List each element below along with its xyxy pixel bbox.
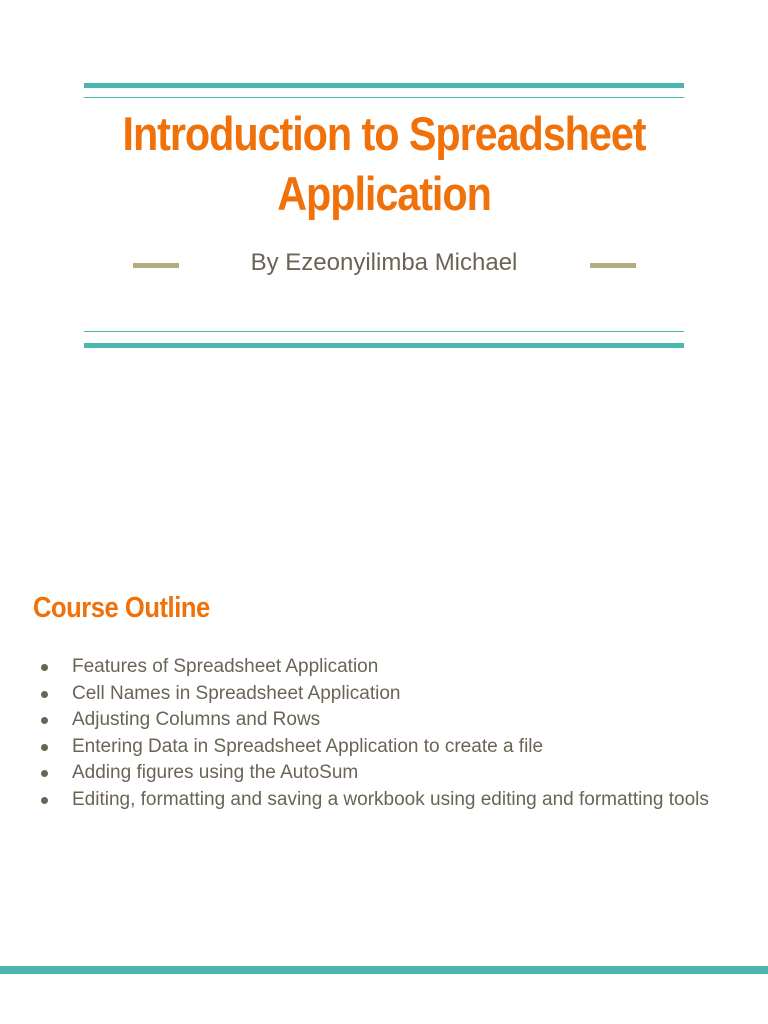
- list-item: [33, 734, 723, 761]
- bottom-rule-thick: [84, 343, 684, 348]
- list-item-text: Editing, formatting and saving a workbook using editing and formatting tools: [72, 788, 709, 810]
- top-rule-thin: [84, 97, 684, 98]
- bottom-rule-thin: [84, 331, 684, 332]
- list-item: [33, 654, 723, 681]
- section-heading: Course Outline: [33, 592, 210, 624]
- author-byline: By Ezeonyilimba Michael: [250, 249, 518, 276]
- bullet-icon: [41, 744, 48, 751]
- bullet-icon: [41, 717, 48, 724]
- bullet-icon: [41, 797, 48, 804]
- list-item-text: Entering Data in Spreadsheet Application to create a file: [72, 735, 544, 757]
- course-outline-list: [33, 654, 723, 813]
- bullet-icon: [41, 664, 48, 671]
- right-dash-ornament: [590, 263, 636, 268]
- footer-rule: [0, 966, 768, 974]
- list-item-text: Cell Names in Spreadsheet Application: [72, 682, 401, 704]
- document-title: Introduction to Spreadsheet Application: [122, 107, 646, 220]
- list-item: [33, 681, 723, 708]
- top-rule-thick: [84, 83, 684, 88]
- list-item-text: Adjusting Columns and Rows: [72, 709, 321, 730]
- list-item: [33, 707, 723, 734]
- bullet-icon: [41, 770, 48, 777]
- list-item-text: Features of Spreadsheet Application: [72, 656, 379, 677]
- list-item: [33, 760, 723, 787]
- list-item: [33, 787, 723, 814]
- left-dash-ornament: [133, 263, 179, 268]
- bullet-icon: [41, 691, 48, 698]
- list-item-text: Adding figures using the AutoSum: [72, 762, 359, 783]
